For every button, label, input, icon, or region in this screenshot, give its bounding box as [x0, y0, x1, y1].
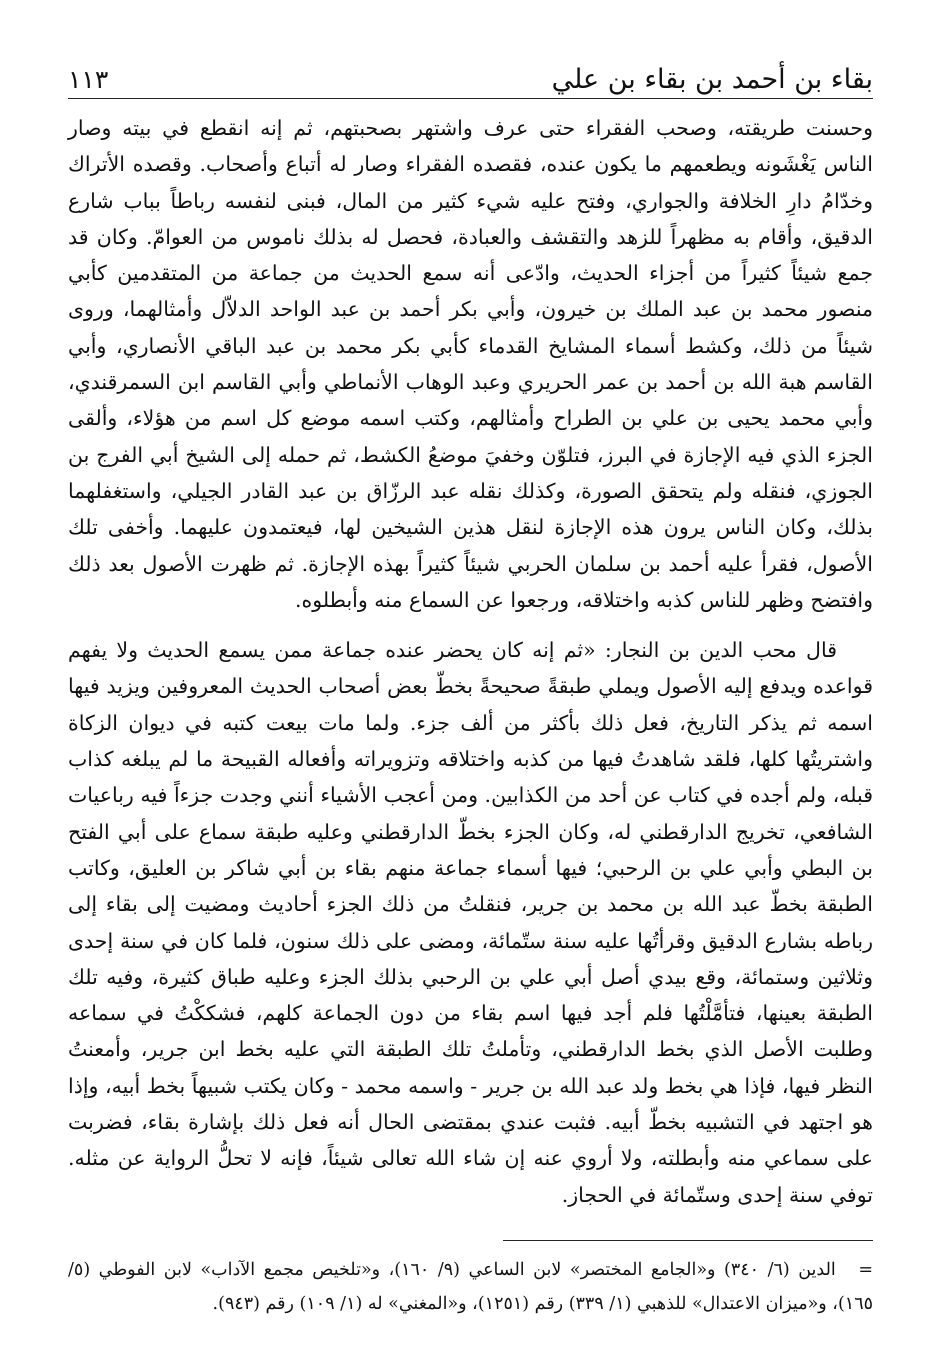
footnote-divider	[503, 1240, 873, 1241]
footnote-text: الدين (٦/ ٣٤٠) و«الجامع المختصر» لابن الساعي (٩/ ١٦٠)، و«تلخيص مجمع الآداب» لابن الفوطي (٥/ ١٦٥)، و«ميزان الاعتدال» للذهبي (١/ ٣٣٩) رقم (١٢٥١)، و«المغني» له (١/ ١٠٩) رقم (٩٤٣).	[68, 1260, 873, 1314]
main-text	[68, 110, 873, 1213]
footnote	[68, 1253, 873, 1321]
paragraph-1: وحسنت طريقته، وصحب الفقراء حتى عرف واشتهر بصحبتهم، ثم إنه انقطع في بيته وصار الناس يَغْشَونه ويطعمهم ما يكون عنده، فقصده الفقراء وصار له أتباع وأصحاب. وقصده الأتراك وخدّامُ دارِ الخلافة والجواري، وفتح عليه شيء كثير من المال، فبنى لنفسه رباطاً بباب شارع الدقيق، وأقام به مظهراً للزهد والتقشف والعبادة، فحصل له بذلك ناموس من العوامّ. وكان قد جمع شيئاً كثيراً من أجزاء الحديث، وادّعى أنه سمع الحديث من جماعة من المتقدمين كأبي منصور محمد بن عبد الملك بن خيرون، وأبي بكر أحمد بن عبد الواحد الدلاّل وأمثالهما، وروى شيئاً من ذلك، وكشط أسماء المشايخ القدماء كأبي بكر محمد بن عبد الباقي الأنصاري، وأبي القاسم هبة الله بن أحمد بن عمر الحريري وعبد الوهاب الأنماطي وأبي القاسم ابن السمرقندي، وأبي محمد يحيى بن علي بن الطراح وأمثالهم، وكتب اسمه موضع كل اسم من هؤلاء، وألقى الجزء الذي فيه الإجازة في البرز، فتلوّن وخفيَ موضعُ الكشط، ثم حمله إلى الشيخ أبي الفرج بن الجوزي، فنقله ولم يتحقق الصورة، وكذلك نقله عبد الرزّاق بن عبد القادر الجيلي، واستغفلهما بذلك، وكان الناس يرون هذه الإجازة لنقل هذين الشيخين لها، فيعتمدون عليهما. وأخفى تلك الأصول، فقرأ عليه أحمد بن سلمان الحربي شيئاً كثيراً بهذه الإجازة. ثم ظهرت الأصول بعد ذلك وافتضح وظهر للناس كذبه واختلاقه، ورجعوا عن السماع منه وأبطلوه.	[68, 116, 873, 612]
page-header	[68, 52, 873, 99]
running-title: بقاء بن أحمد بن بقاء بن علي	[551, 64, 873, 95]
paragraph-2: قال محب الدين بن النجار: «ثم إنه كان يحضر عنده جماعة ممن يسمع الحديث ولا يفهم قواعده ويدفع إليه الأصول ويملي طبقةً صحيحةً بخطّ بعض أصحاب الحديث المعروفين ويزيد فيها اسمه ثم يذكر التاريخ، فعل ذلك بأكثر من ألف جزء. ولما مات بيعت كتبه في ديوان الزكاة واشتريتُها كلها، فلقد شاهدتُ فيها من كذبه واختلاقه وتزويراته وأفعاله القبيحة ما لم يبلغه كذاب قبله، ولم أجده في كتاب عن أحد من الكذابين. ومن أعجب الأشياء أنني وجدت جزءاً فيه رباعيات الشافعي، تخريج الدارقطني له، وكان الجزء بخطّ الدارقطني وعليه طبقة سماع على أبي الفتح بن البطي وأبي علي بن الرحبي؛ فيها أسماء جماعة منهم بقاء بن أبي شاكر بن العليق، وكاتب الطبقة بخطّ عبد الله بن محمد بن جرير، فنقلتُ من ذلك الجزء أحاديث ومضيت إلى بقاء إلى رباطه بشارع الدقيق وقرأتُها عليه سنة ستّمائة، ومضى على ذلك سنون، فلما كان في سنة إحدى وثلاثين وستمائة، وقع بيدي أصل أبي علي بن الرحبي بذلك الجزء وعليه طباق كثيرة، وفيه تلك الطبقة بعينها، فتأمَّلْتُها فلم أجد فيها اسم بقاء من دون الجماعة كلهم، فشككْتُ في سماعه وطلبت الأصل الذي بخط الدارقطني، وتأملتُ تلك الطبقة التي عليه بخط ابن جرير، وأمعنتُ النظر فيها، فإذا هي بخط ولد عبد الله بن جرير - واسمه محمد - وكان يكتب شبيهاً بخط أبيه، وإذا هو اجتهد في التشبيه بخطّ أبيه. فثبت عندي بمقتضى الحال أنه فعل ذلك بإشارة بقاء، فضربت على سماعي منه وأبطلته، ولا أروي عنه إن شاء الله تعالى شيئاً، فإنه لا تحلُّ الرواية عن مثله. توفي سنة إحدى وستّمائة في الحجاز.	[68, 638, 873, 1207]
footnote-continuation-marker: =	[858, 1260, 873, 1280]
page-number: ١١٣	[68, 65, 109, 94]
